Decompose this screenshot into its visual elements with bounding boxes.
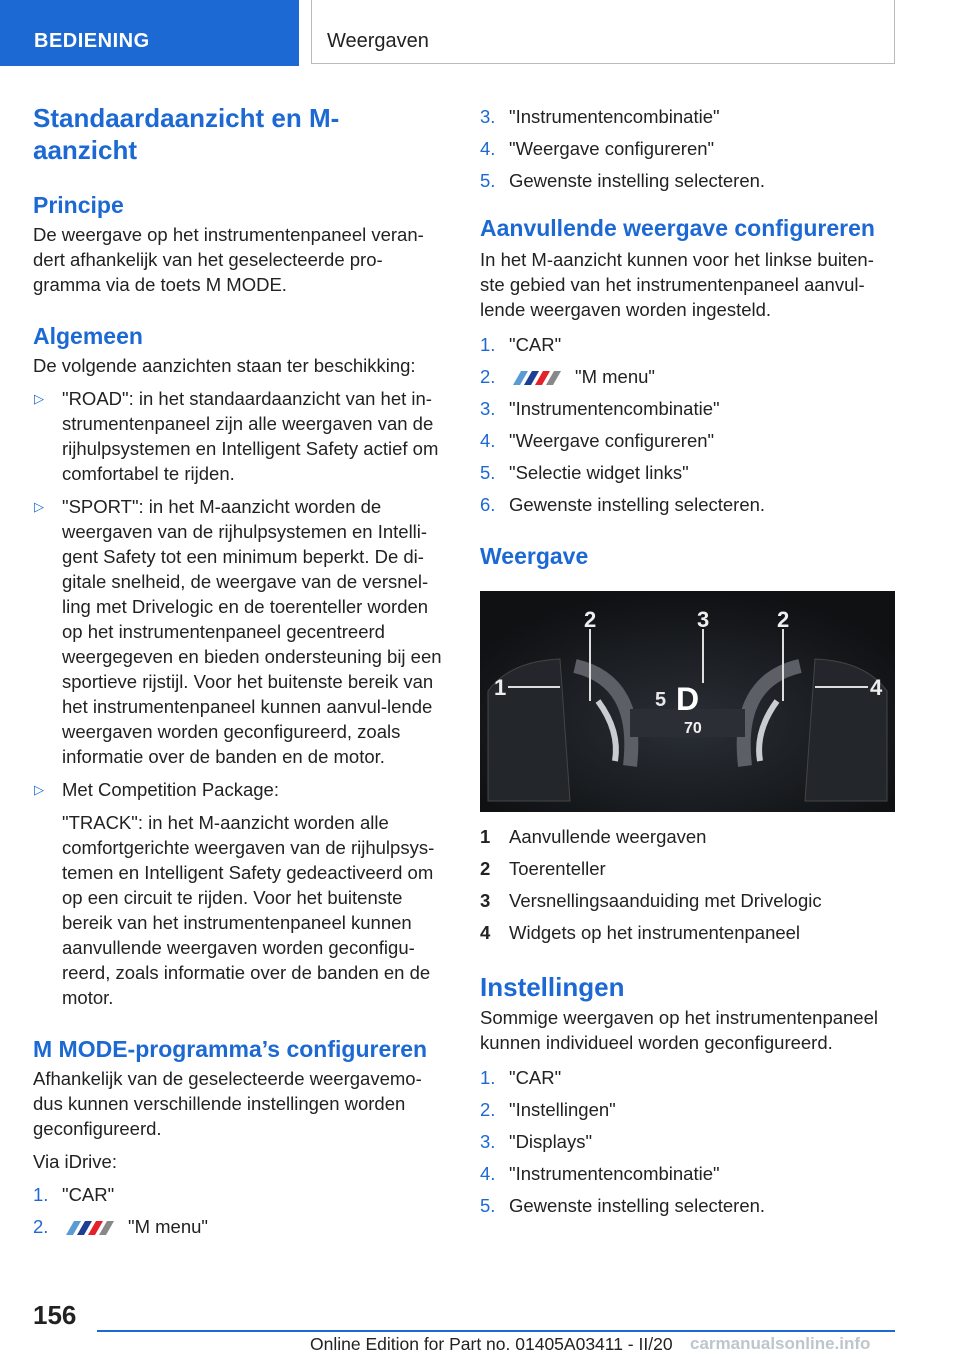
gear-auto: 5 [655,689,667,711]
instrument-cluster-image [480,591,895,812]
list-item: 2. "M menu" [480,366,655,387]
mmode-text: Afhankelijk van de geselecteerde weergavemo-dus kunnen verschillende instellingen worden geconfigureerd. [33,1068,422,1139]
list-item: 1. "CAR" [480,334,562,355]
triangle-bullet-icon: ▷ [34,782,44,797]
instellingen-heading: Instellingen [480,972,625,1002]
list-item: 6. Gewenste instelling selecteren. [480,494,766,515]
left-column [33,102,448,1239]
list-item: 4. "Instrumentencombinatie" [480,1163,720,1184]
list-item: ▷ "ROAD": in het standaardaanzicht van het in-strumentenpaneel zijn alle weergaven van de rijhulpsystemen en Intelligent Safety actief om comfortabel te rijden. [34,388,439,484]
chapter-tab [311,0,895,64]
legend-item: 3 Versnellingsaanduiding met Drivelogic [480,890,822,911]
m-logo-icon [509,371,563,385]
section-title: Standaardaanzicht en M-aanzicht [33,103,340,165]
principe-text: De weergave op het instrumentenpaneel veran-dert afhankelijk van het geselecteerde pro-gramma via de toets M MODE. [33,224,424,295]
m-logo-icon [62,1221,116,1235]
list-item: ▷ Met Competition Package: "TRACK": in het M-aanzicht worden alle comfortgerichte weergaven van de rijhulpsys-temen en Intelligent Safety gedeactiveerd om op een circuit te rijden. Voor het buitenste bereik van het instrumentenpaneel kunnen aanvullende weergaven worden geconfigu-reerd, zoals informatie over de banden en de motor. [33,777,448,1010]
callout-2-left: 2 [584,607,597,632]
triangle-bullet-icon: ▷ [34,391,44,406]
algemeen-text: De volgende aanzichten staan ter beschikking: [33,355,416,376]
legend-item: 2 Toerenteller [480,858,606,879]
footer-divider [97,1330,895,1332]
callout-3: 3 [697,607,710,632]
callout-2-right: 2 [777,607,790,632]
legend-item: 4 Widgets op het instrumentenpaneel [480,922,801,943]
extra-text: In het M-aanzicht kunnen voor het linkse buiten-ste gebied van het instrumentenpaneel aanvul-lende weergaven worden ingesteld. [480,249,874,320]
weergave-heading: Weergave [480,543,589,569]
list-item: 4. "Weergave configureren" [480,430,715,451]
mmode-heading: M MODE-programma’s configureren [33,1036,428,1062]
list-item: 3. "Instrumentencombinatie" [480,106,720,127]
section-tab [0,0,299,66]
list-item: 5. Gewenste instelling selecteren. [480,1195,766,1216]
extra-heading: Aanvullende weergave configureren [480,215,875,241]
edition-text: Online Edition for Part no. 01405A03411 - II/20 [310,1334,673,1354]
list-item: 4. "Weergave configureren" [480,138,715,159]
algemeen-heading: Algemeen [33,323,143,349]
list-item: 5. Gewenste instelling selecteren. [480,170,766,191]
gear-display: D [676,681,700,717]
via-idrive: Via iDrive: [33,1151,117,1172]
principe-heading: Principe [33,192,124,218]
list-item: 2. "Instellingen" [480,1099,616,1120]
chapter-label: Weergaven [327,30,429,52]
list-item: 2. "M menu" [33,1216,208,1237]
list-item: 1. "CAR" [480,1067,562,1088]
list-item: ▷ "SPORT": in het M-aanzicht worden de weergaven van de rijhulpsystemen en Intelli-gent Safety tot een minimum beperkt. De di-gitale snelheid, de weergave van de versnel-ling met Drivelogic en de toerenteller worden op het instrumentenpaneel gecentreerd weergegeven en bieden ondersteuning bij een sportieve rijstijl. Voor het buitenste bereik van het instrumentenpaneel kunnen aanvul-lende weergaven worden geconfigureerd, zoals informatie over de banden en de motor. [34,496,442,767]
cluster-illustration [480,591,895,812]
speed-display: 70 [684,720,702,737]
triangle-bullet-icon: ▷ [34,499,44,514]
right-column [480,104,898,1218]
page-number: 156 [33,1300,77,1330]
figure-legend [480,824,898,945]
callout-1: 1 [494,675,507,700]
competition-text: "TRACK": in het M-aanzicht worden alle comfortgerichte weergaven van de rijhulpsys-temen en Intelligent Safety gedeactiveerd om op een circuit te rijden. Voor het buitenste bereik van het instrumentenpaneel kunnen aanvullende weergaven worden geconfigu-reerd, zoals informatie over de banden en de motor. [62,812,435,1008]
legend-item: 1 Aanvullende weergaven [480,826,707,847]
list-item: 3. "Instrumentencombinatie" [480,398,720,419]
section-label: BEDIENING [34,30,150,52]
list-item: 5. "Selectie widget links" [480,462,689,483]
callout-4: 4 [870,675,883,700]
list-item: 1. "CAR" [33,1184,115,1205]
instellingen-text: Sommige weergaven op het instrumentenpaneel kunnen individueel worden geconfigureerd. [480,1007,878,1053]
list-item: 3. "Displays" [480,1131,593,1152]
watermark: carmanualsonline.info [690,1334,871,1353]
